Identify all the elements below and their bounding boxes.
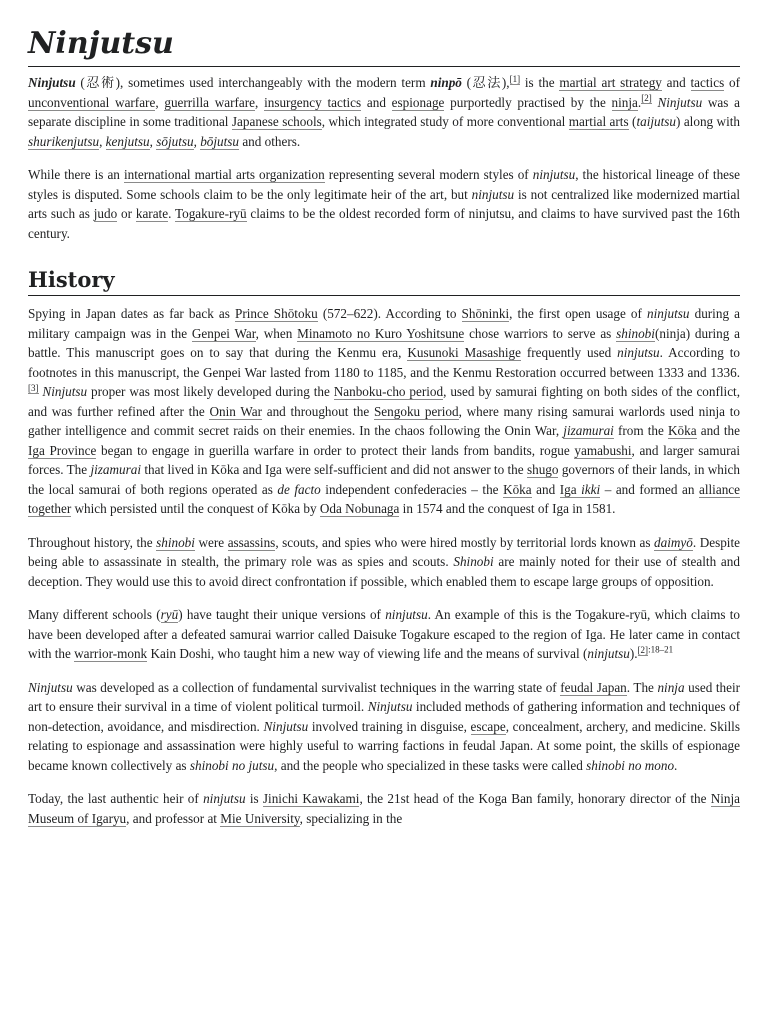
- citation-link[interactable]: [2]: [641, 93, 652, 104]
- text-run: ninjutsu: [647, 306, 690, 321]
- text-run: are mainly noted for their use of stealth and deception. They would use this to avoid direct confrontation if possible, which enabled them to escape large groups of opposition.: [28, 554, 740, 589]
- text-run: , and professor at: [126, 810, 221, 826]
- text-run: de facto: [277, 481, 321, 497]
- article-link[interactable]: Jinichi Kawakami: [262, 791, 360, 806]
- text-run: , the historical lineage of these styles is disputed. Some schools claim to be the only legitimate heir of the art, but: [28, 167, 741, 202]
- text-run: (572–622). According to: [317, 306, 462, 321]
- text-run: (ninja) during a battle. This manuscript goes on to say that during the Kenmu era,: [28, 325, 740, 360]
- superscript: [638, 645, 649, 656]
- text-run: , scouts, and spies who were hired mostly by territorial lords known as: [275, 534, 655, 550]
- article-link[interactable]: feudal Japan: [560, 679, 627, 695]
- text-run: ninja: [657, 679, 685, 695]
- text-run: ninjutsu: [203, 791, 246, 806]
- text-run: – and formed an: [600, 481, 699, 497]
- text-run: of: [724, 75, 740, 90]
- article-link[interactable]: bōjutsu: [200, 133, 240, 149]
- text-run: , and larger samurai forces. The: [28, 442, 741, 477]
- article-link[interactable]: international martial arts organization: [123, 167, 325, 182]
- article-link[interactable]: kenjutsu: [105, 133, 150, 149]
- text-run: While there is an: [28, 167, 124, 182]
- text-run: ninpō: [430, 75, 462, 90]
- text-run: (: [628, 114, 637, 129]
- text-run: that lived in Kōka and Iga were self-sufficient and did not answer to the: [141, 462, 527, 477]
- text-run: ).: [629, 646, 638, 661]
- text-run: .: [168, 206, 175, 221]
- text-run: (忍術), sometimes used interchangeably with the modern term: [75, 75, 431, 90]
- article-link[interactable]: Onin War: [209, 403, 262, 419]
- article-link[interactable]: judo: [93, 206, 118, 221]
- article-link[interactable]: shinobi: [616, 325, 655, 341]
- text-run: and: [661, 75, 691, 90]
- article-link[interactable]: Kusunoki Masashige: [407, 345, 521, 360]
- text-run: , the first open usage of: [509, 306, 648, 321]
- article-link[interactable]: assassins: [227, 534, 276, 550]
- text-run: is not centralized like modernized martial arts such as: [28, 186, 740, 221]
- text-run: . According to footnotes in this manuscript, the Genpei War lasted from 1180 to 1185, and the Kenmu Restoration occurred between 1333 and 1336.: [28, 345, 740, 380]
- article-link[interactable]: ryū: [160, 607, 179, 622]
- superscript: [648, 645, 673, 655]
- text-run: and: [361, 94, 392, 110]
- text-run: , specializing in the: [299, 810, 403, 826]
- text-run: ,: [193, 133, 201, 149]
- text-run: purportedly practised by the: [444, 94, 612, 110]
- superscript: [510, 74, 521, 85]
- article-link[interactable]: insurgency tactics: [264, 94, 362, 110]
- paragraph: [28, 678, 740, 776]
- text-run: is: [245, 791, 263, 806]
- text-run: was developed as a collection of fundamental survivalist techniques in the warring state of: [72, 679, 561, 695]
- article-link[interactable]: Japanese schools: [231, 114, 322, 129]
- article-link[interactable]: Iga: [559, 481, 582, 497]
- article-link[interactable]: escape: [470, 718, 506, 734]
- text-run: , where many rising samurai warlords used ninja to gather intelligence and commit secret raids on their enemies. In the chaos following the Onin War,: [28, 403, 740, 438]
- text-run: were: [194, 534, 228, 550]
- citation-link[interactable]: [2]: [637, 644, 649, 655]
- article-link[interactable]: sōjutsu: [156, 133, 194, 149]
- article-link[interactable]: Oda Nobunaga: [319, 501, 400, 516]
- text-run: ,: [149, 133, 157, 149]
- text-run: during a military campaign was in the: [28, 306, 740, 341]
- text-run: Ninjutsu: [657, 94, 703, 110]
- superscript: [28, 383, 39, 394]
- text-run: Throughout history, the: [28, 534, 157, 550]
- intro-section: [28, 73, 740, 243]
- article-link[interactable]: daimyō: [654, 534, 693, 550]
- article-link[interactable]: ninja: [611, 94, 638, 110]
- text-run: Today, the last authentic heir of: [28, 791, 204, 806]
- article-link[interactable]: Minamoto no Kuro Yoshitsune: [297, 325, 465, 341]
- text-run: .: [637, 94, 642, 110]
- article-link[interactable]: alliance together: [28, 481, 740, 516]
- article-link[interactable]: warrior-monk: [74, 646, 148, 661]
- article-link[interactable]: Kōka: [668, 423, 697, 438]
- text-run: Ninjutsu: [42, 384, 88, 399]
- text-run: ,: [99, 133, 106, 149]
- page-title: Ninjutsu: [28, 24, 740, 67]
- text-run: shinobi no jutsu: [189, 757, 275, 773]
- text-run: began to engage in guerilla warfare in order to protect their lands from bandits, rogue: [96, 442, 575, 458]
- text-run: claims to be the oldest recorded form of ninjutsu, and claims to have survived past the 16th century.: [28, 206, 740, 241]
- article-link[interactable]: shugo: [526, 462, 559, 477]
- text-run: used their art to ensure their survival in a time of violent political turmoil.: [28, 679, 741, 714]
- section-heading-history: History: [28, 265, 740, 296]
- text-run: . The: [626, 679, 658, 695]
- article-link[interactable]: ikki: [581, 481, 601, 497]
- article-link[interactable]: Shōninki: [461, 306, 510, 321]
- history-section: [28, 304, 740, 828]
- text-run: ninjutsu: [617, 345, 660, 360]
- text-run: (忍法),: [461, 75, 510, 90]
- text-run: Ninjutsu: [28, 75, 76, 90]
- article-link[interactable]: Ninja Museum of Igaryu: [28, 791, 741, 826]
- article-link[interactable]: Kōka: [503, 481, 532, 497]
- text-run: in 1574 and the conquest of Iga in 1581.: [399, 501, 616, 516]
- article-link[interactable]: Sengoku period: [373, 403, 459, 419]
- text-run: . Despite being able to assassinate in stealth, the primary role was as spies and scouts.: [28, 534, 740, 569]
- text-run: Kain Doshi, who taught him a new way of viewing life and the means of survival (: [147, 646, 588, 661]
- article-link[interactable]: Nanboku-cho period: [333, 384, 444, 399]
- text-run: which persisted until the conquest of Kōka by: [71, 501, 320, 516]
- text-run: ,: [155, 94, 165, 110]
- text-run: and the: [696, 423, 741, 438]
- text-run: , which integrated study of more conventional: [321, 114, 569, 129]
- text-run: , when: [255, 325, 298, 341]
- text-run: ) have taught their unique versions of: [178, 607, 386, 622]
- citation-link: :18–21: [648, 644, 674, 655]
- text-run: ninjutsu: [471, 186, 515, 202]
- text-run: and others.: [239, 133, 301, 149]
- text-run: proper was most likely developed during the: [87, 384, 334, 399]
- text-run: Ninjutsu: [367, 699, 413, 714]
- text-run: .: [674, 757, 678, 773]
- article-link[interactable]: guerrilla warfare: [164, 94, 256, 110]
- article-link[interactable]: martial arts: [568, 114, 629, 129]
- text-run: representing several: [324, 167, 440, 182]
- text-run: ninjutsu: [385, 607, 428, 622]
- article-link[interactable]: shinobi: [156, 534, 195, 550]
- text-run: governors of their lands, in which the local samurai of both regions operated as: [28, 462, 741, 497]
- text-run: or: [117, 206, 136, 221]
- article-link[interactable]: jizamurai: [563, 423, 614, 438]
- citation-link[interactable]: [1]: [509, 73, 521, 84]
- paragraph: [28, 533, 740, 592]
- text-run: , used by samurai fighting on both sides of the conflict, and was further refined after the: [28, 384, 741, 419]
- paragraph: [28, 73, 740, 151]
- text-run: taijutsu: [636, 114, 677, 129]
- superscript: [641, 93, 652, 104]
- text-run: shinobi no mono: [586, 757, 675, 773]
- text-run: Many different schools (: [28, 607, 161, 622]
- text-run: from the: [613, 423, 668, 438]
- text-run: ninjutsu: [587, 646, 630, 661]
- text-run: , the 21st head of the Koga Ban family, honorary director of the: [359, 791, 711, 806]
- text-run: included methods of gathering information and techniques of non-detection, avoidance, and misdirection.: [28, 699, 740, 734]
- text-run: chose warriors to serve as: [464, 325, 617, 341]
- paragraph: [28, 165, 740, 243]
- text-run: Ninjutsu: [263, 718, 309, 734]
- text-run: frequently used: [520, 345, 618, 360]
- text-run: involved training in disguise,: [308, 718, 471, 734]
- article-link[interactable]: unconventional warfare: [28, 94, 156, 110]
- citation-link[interactable]: [3]: [28, 382, 39, 393]
- text-run: ) along with: [676, 114, 741, 129]
- text-run: , concealment, archery, and medicine. Skills relating to espionage and assassination were highly useful to warring factions in feudal Japan. At some point, the skills of espionage became known collectively as: [28, 718, 740, 773]
- article-content: [28, 0, 740, 842]
- text-run: Shinobi: [453, 554, 494, 569]
- text-run: Spying in Japan dates as far back as: [28, 306, 235, 321]
- article-link[interactable]: Iga Province: [28, 442, 97, 458]
- text-run: Ninjutsu: [28, 679, 73, 695]
- text-run: and: [531, 481, 560, 497]
- article-link[interactable]: espionage: [391, 94, 445, 110]
- article-link[interactable]: Togakure-ryū: [174, 206, 247, 221]
- paragraph: [28, 304, 740, 519]
- text-run: ,: [255, 94, 265, 110]
- text-run: independent confederacies – the: [320, 481, 504, 497]
- article-link[interactable]: martial art strategy: [559, 75, 662, 90]
- article-link[interactable]: shurikenjutsu: [28, 133, 100, 149]
- paragraph: [28, 605, 740, 664]
- text-run: modern styles of: [439, 167, 533, 182]
- article-link[interactable]: karate: [135, 206, 169, 221]
- paragraph: [28, 789, 740, 828]
- article-link[interactable]: Mie University: [220, 810, 300, 826]
- article-link[interactable]: yamabushi: [574, 442, 632, 458]
- text-run: and throughout the: [261, 403, 374, 419]
- text-run: is the: [520, 75, 560, 90]
- article-link[interactable]: Genpei War: [191, 325, 256, 341]
- text-run: , and the people who specialized in these tasks were called: [274, 757, 587, 773]
- text-run: was a separate discipline in some traditional: [28, 94, 741, 129]
- text-run: jizamurai: [90, 462, 142, 477]
- text-run: . An example of this is the Togakure-ryū, which claims to have been developed after a defeated samurai warrior called Daisuke Togakure escaped to the region of Iga. He later came in contact with the: [28, 607, 740, 661]
- text-run: ninjutsu: [532, 167, 576, 182]
- article-link[interactable]: tactics: [690, 75, 725, 90]
- article-link[interactable]: Prince Shōtoku: [234, 306, 318, 321]
